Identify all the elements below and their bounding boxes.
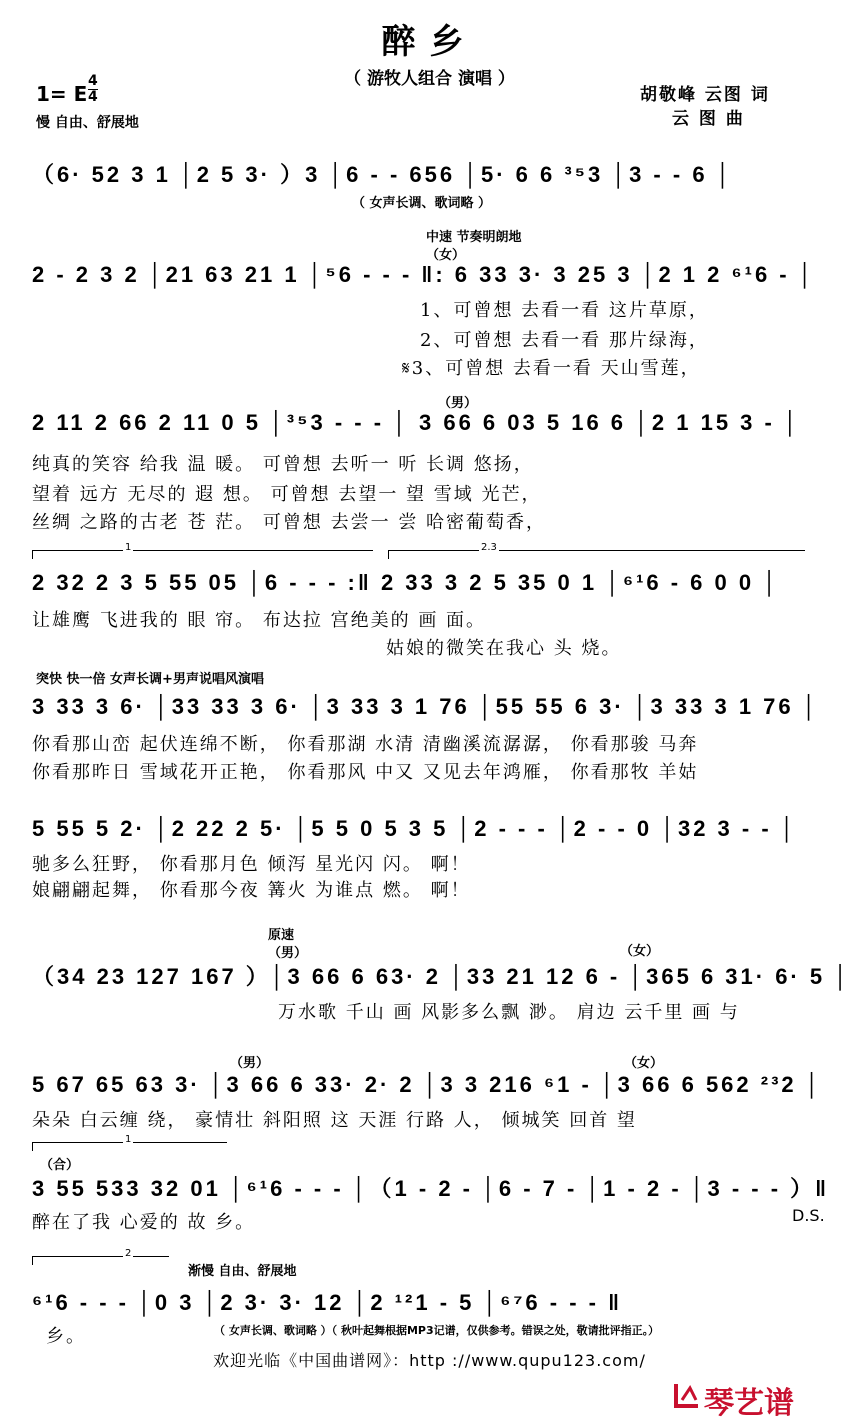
- tempo-change: 中速 节奏明朗地: [426, 230, 522, 245]
- volta-bracket-2: [32, 1248, 169, 1265]
- logo-icon: [672, 1380, 702, 1410]
- brand-logo: 琴艺谱: [704, 1386, 794, 1421]
- site-footer[interactable]: 欢迎光临《中国曲谱网》：http ://www.qupu123.com/: [213, 1351, 646, 1370]
- meter-bottom: 4: [88, 89, 98, 105]
- notation-line-4: 2 32 2 3 5 55 05 │6 - - - :‖ 2 33 3 2 5 35 0 1 │⁶¹6 - 6 0 0 │: [32, 570, 780, 595]
- notation-line-2: 2 - 2 3 2 │21 63 21 1 │⁵6 - - - ‖: 6 33 3· 3 25 3 │2 1 2 ⁶¹6 - │: [32, 262, 816, 287]
- composer-credit: 云 图 曲: [672, 109, 745, 129]
- chorus-marking: （合）: [40, 1158, 80, 1173]
- lyric-9-1: 醉在了我 心爱的 故 乡。: [32, 1212, 256, 1233]
- lyric-2-2: 2、可曾想 去看一看 那片绿海，: [420, 330, 709, 351]
- lyric-2-3: 𝄋3、可曾想 去看一看 天山雪莲，: [402, 358, 701, 379]
- time-signature: [88, 74, 98, 105]
- notation-line-6: 5 55 5 2· │2 22 2 5· │5 5 0 5 3 5 │2 - - - │2 - - 0 │32 3 - - │: [32, 816, 798, 841]
- notation-line-1: （6· 52 3 1 │2 5 3· ）3 │6 - - 656 │5· 6 6 ³⁵3 │3 - - 6 │: [32, 162, 734, 187]
- lyric-8-1: 朵朵 白云缠 绕， 豪情壮 斜阳照 这 天涯 行路 人， 倾城笑 回首 望: [32, 1110, 637, 1131]
- page-title: 醉乡: [381, 22, 478, 62]
- notation-line-3: 2 11 2 66 2 11 0 5 │³⁵3 - - - │ 3 66 6 03 5 16 6 │2 1 15 3 - │: [32, 410, 801, 435]
- meter-top: 4: [88, 73, 98, 89]
- voice-male: （男）: [438, 396, 478, 411]
- voice-female-2: （女）: [620, 944, 660, 959]
- lyricist-credit: 胡敬峰 云图 词: [640, 85, 770, 105]
- voice-male-2: （男）: [268, 946, 308, 961]
- lyric-5-1: 你看那山峦 起伏连绵不断， 你看那湖 水清 清幽溪流潺潺， 你看那骏 马奔: [32, 734, 699, 755]
- lyric-3-3: 丝绸 之路的古老 苍 茫。 可曾想 去尝一 尝 哈密葡萄香，: [32, 512, 547, 533]
- voice-female-3: （女）: [624, 1056, 664, 1071]
- fast-section-marking: 突快 快一倍 女声长调+男声说唱风演唱: [36, 672, 264, 687]
- notation-line-9: 3 55 533 32 01 │⁶¹6 - - - │（1 - 2 - │6 - 7 - │1 - 2 - │3 - - - ）‖: [32, 1176, 830, 1201]
- lyric-4-2: 姑娘的微笑在我心 头 烧。: [386, 638, 622, 659]
- tempo-marking: 慢 自由、舒展地: [36, 115, 139, 131]
- lyric-6-2: 娘翩翩起舞， 你看那今夜 篝火 为谁点 燃。 啊！: [32, 880, 471, 901]
- volta-bracket-1b: [32, 1134, 227, 1151]
- notation-line-5: 3 33 3 6· │33 33 3 6· │3 33 3 1 76 │55 55 6 3· │3 33 3 1 76 │: [32, 694, 820, 719]
- volta-bracket-23: [388, 542, 805, 559]
- intro-note: （ 女声长调、歌词略 ）: [352, 196, 492, 211]
- volta-1-label: 1: [125, 542, 132, 553]
- lyric-3-1: 纯真的笑容 给我 温 暖。 可曾想 去听一 听 长调 悠扬，: [32, 454, 534, 475]
- notation-line-10: ⁶¹6 - - - │0 3 │2 3· 3· 12 │2 ¹²1 - 5 │⁶⁷6 - - - ‖: [32, 1290, 623, 1315]
- lyric-7-1: 万水歌 千山 画 风影多么飘 渺。 肩边 云千里 画 与: [278, 1002, 740, 1023]
- lyric-3-2: 望着 远方 无尽的 遐 想。 可曾想 去望一 望 雪域 光芒，: [32, 484, 542, 505]
- performer-credit: （ 游牧人组合 演唱 ）: [344, 69, 515, 89]
- voice-male-3: （男）: [230, 1056, 270, 1071]
- lyric-6-1: 驰多么狂野， 你看那月色 倾泻 星光闪 闪。 啊！: [32, 854, 471, 875]
- notation-line-7: （34 23 127 167 ）│3 66 6 63· 2 │33 21 12 6 - │365 6 31· 6· 5 │: [32, 964, 851, 989]
- volta-23-label: 2.3: [481, 542, 497, 553]
- volta-2-label: 2: [125, 1248, 132, 1259]
- voice-female: （女）: [426, 248, 466, 263]
- lyric-5-2: 你看那昨日 雪域花开正艳， 你看那风 中又 又见去年鸿雁， 你看那牧 羊姑: [32, 762, 699, 783]
- key-signature: 1= E: [36, 82, 88, 106]
- original-tempo: 原速: [268, 928, 295, 943]
- volta-bracket-1: [32, 542, 373, 559]
- volta-1b-label: 1: [125, 1134, 132, 1145]
- slow-ending-marking: 渐慢 自由、舒展地: [188, 1264, 297, 1279]
- dal-segno: D.S.: [792, 1206, 825, 1225]
- ending-note: （ 女声长调、歌词略 ）（ 秋叶起舞根据MP3记谱，仅供参考。错误之处，敬请批评指正。）: [214, 1324, 660, 1337]
- notation-line-8: 5 67 65 63 3· │3 66 6 33· 2· 2 │3 3 216 ⁶1 - │3 66 6 562 ²³2 │: [32, 1072, 823, 1097]
- lyric-4-1: 让雄鹰 飞进我的 眼 帘。 布达拉 宫绝美的 画 面。: [32, 610, 487, 631]
- lyric-2-1: 1、可曾想 去看一看 这片草原，: [420, 300, 709, 321]
- lyric-10-1: 乡。: [46, 1326, 86, 1347]
